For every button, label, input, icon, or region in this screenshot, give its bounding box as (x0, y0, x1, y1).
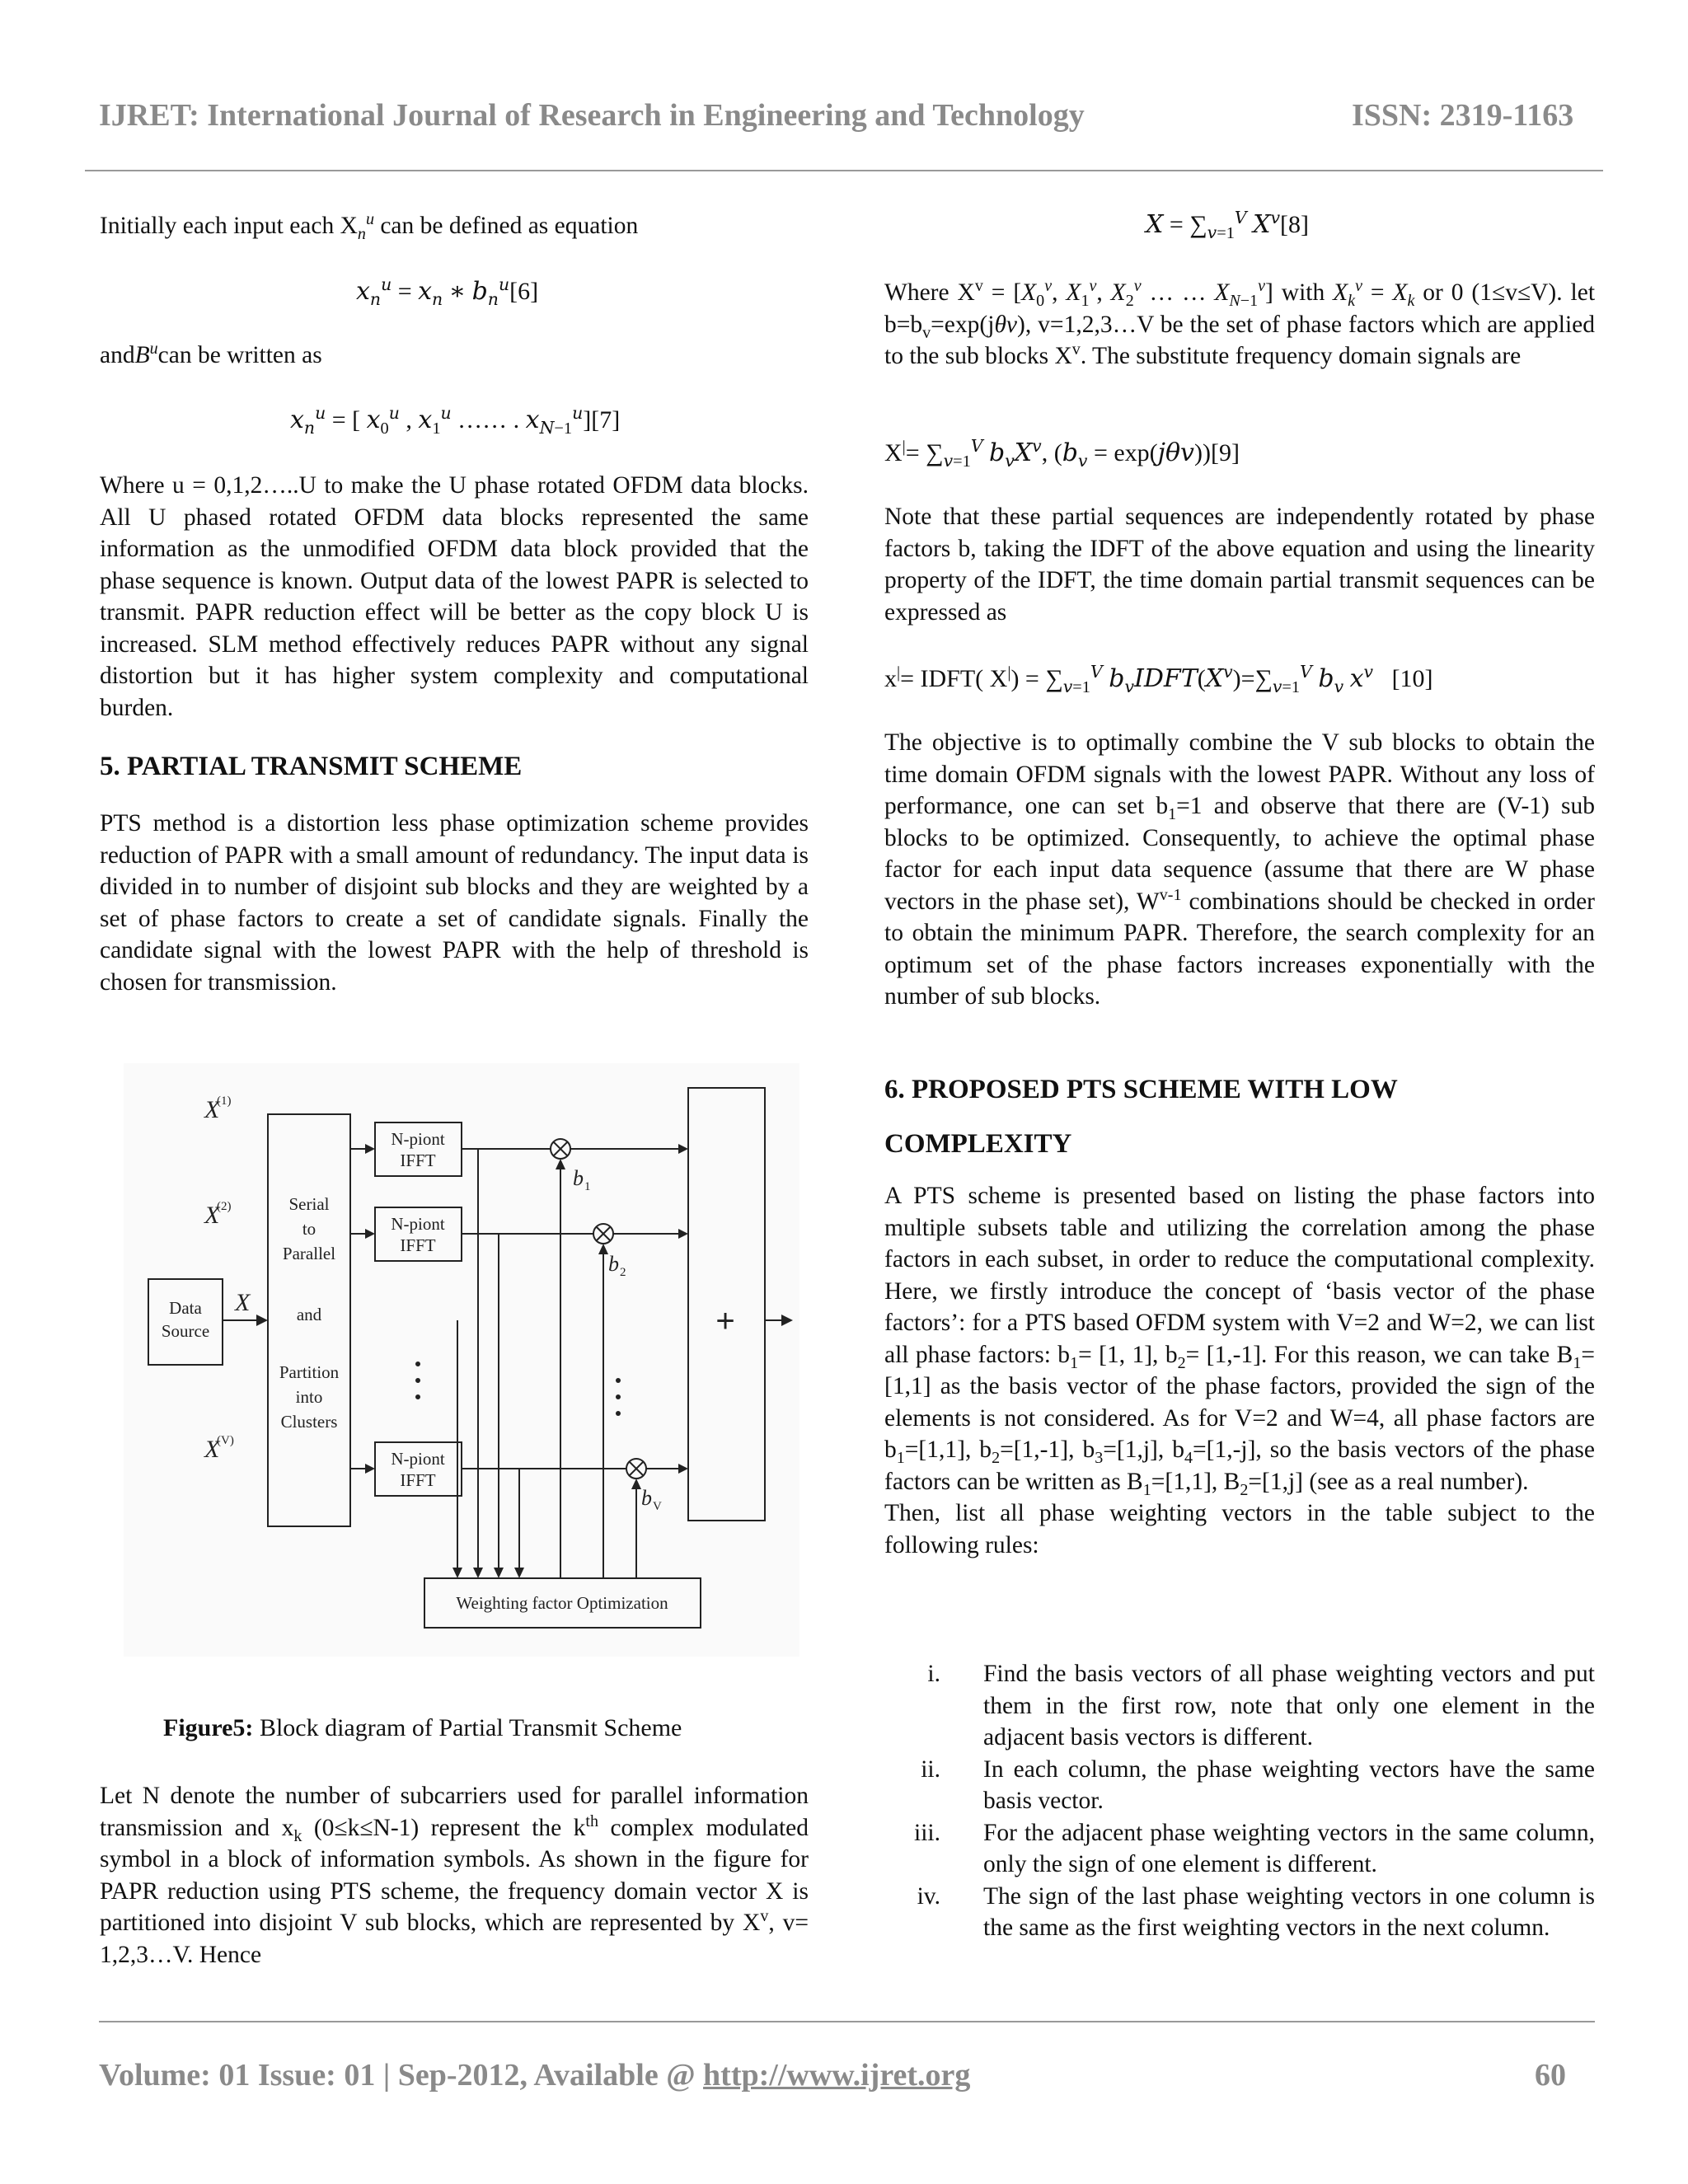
rule-item: ii. In each column, the phase weighting vectors have the same basis vector. (921, 1755, 1595, 1814)
footer-rule (99, 2021, 1595, 2022)
equation-8: $X = \sum_{v=1}^V$ $X^v[8]$ (1146, 208, 1310, 242)
serial-label-2: to (302, 1219, 316, 1239)
plus-sign: + (715, 1303, 735, 1339)
equation-10: x|= IDFT( $X^|) = \sum_{v=1}^V$ $b_vIDFT(X^v)=\sum_{v=1}^V$ $b_v$ $x^v$ [10] (884, 662, 1433, 696)
section-5-heading: 5. PARTIAL TRANSMIT SCHEME (100, 752, 523, 781)
serial-label-5: Partition (279, 1362, 340, 1382)
xv-sup: (V) (217, 1434, 234, 1447)
and-line: andB$^u$can be written as (100, 340, 322, 368)
ifft-v-label-b: IFFT (400, 1470, 436, 1490)
data-source-label-1: Data (169, 1298, 202, 1318)
ifft-2-label-b: IFFT (400, 1235, 436, 1255)
rule-item: iii. For the adjacent phase weighting vectors in the same column, only the sign of one element is different. (914, 1819, 1595, 1877)
x2-sup: (2) (217, 1200, 232, 1213)
ifft-1-label-b: IFFT (400, 1151, 436, 1170)
footer-link[interactable]: http://www.ijret.org (703, 2058, 971, 2093)
section-6-heading-line2: COMPLEXITY (884, 1129, 1072, 1159)
rule-item: iv. The sign of the last phase weighting vectors in one column is the same as the first weighting vectors in the next column. (917, 1882, 1595, 1941)
header-rule (85, 170, 1603, 171)
bv-sub: V (653, 1500, 662, 1513)
para-objective: The objective is to optimally combine the V sub blocks to obtain the time domain OFDM signals with the lowest PAPR. Without any loss of performance, one can set $b_1=1$ and observe that there are (V-1) sub blocks to be optimized. Consequently, to achieve the optimal phase factor for each input data sequence (assume that there are W phase vectors in the phase set), $W^{v-1}$ combinations should be checked in order to obtain the minimum PAPR. Therefore, the search complexity for an optimum set of the phase factors increases exponentially with the number of sub blocks. (884, 729, 1595, 1010)
x1-label: X (204, 1096, 220, 1123)
pts-block-diagram (124, 1063, 799, 1657)
para-slm: Where u = 0,1,2…..U to make the U phase rotated OFDM data blocks. All U phased rotated OFDM data blocks represented the same information as the unmodified OFDM data block provided that the phase sequence is known. Output data of the lowest PAPR is selected to transmit. PAPR reduction effect will be better as the copy block U is increased. SLM method effectively reduces PAPR without any signal distortion but it has higher system complexity and computational burden. (100, 472, 809, 721)
ifft-1-label-a: N-piont (391, 1129, 445, 1149)
ifft-2-label-a: N-piont (391, 1214, 445, 1234)
b1-sub: 1 (584, 1180, 591, 1193)
x2-label: X (204, 1202, 220, 1229)
equation-7: $x_n^u$ = [ $x_0^u$ , $x_1^u$ …… . $x_{N-1}^u][7]$ (290, 403, 621, 438)
page-number: 60 (1535, 2058, 1566, 2093)
rules-list (884, 1658, 1595, 1944)
issn: ISSN: 2319-1163 (1352, 98, 1574, 133)
b2-sub: 2 (620, 1266, 626, 1279)
data-source-label-2: Source (161, 1321, 210, 1341)
para-where-xv: Where $X^v = [X_0^v$, $X_1^v$, $X_2^v$ … … $X_{N-1}^v$] with $X_k^v = X_k$ or 0 (1≤v≤V). let $b=b_v=\exp(j\theta v)$, v=1,2,3…V be the set of phase factors which are applied to the sub blocks $X^v$. The substitute frequency domain signals are (884, 277, 1596, 369)
x1-sup: (1) (217, 1094, 232, 1108)
serial-label-4: and (296, 1305, 322, 1324)
serial-label-7: Clusters (280, 1412, 338, 1432)
para-proposed-scheme: A PTS scheme is presented based on listing the phase factors into multiple subsets table and utilizing the correlation among the phase factors in each subset, in order to reduce the computational complexity. Here, we firstly introduce the concept of ‘basis vector of the phase factors’: for a PTS based OFDM system with V=2 and W=2, we can list all phase factors: $b_1= [1$, 1], $b_2= [1,-1]$. For this reason, we can take $B_1=[1,1]$ as the basis vector of the phase factors, provided the sign of the elements is not considered. As for V=2 and W=4, all phase factors are $b_1=[1,1]$, $b_2=[1,-1]$, $b_3=[1,j]$, $b_4=[1,-j]$, so the basis vectors of the phase factors can be written as $B_1=[1,1]$, $B_2=[1,j]$ (see as a real number). Then, list all phase weighting vectors in the table subject to the following rules: (884, 1183, 1595, 1558)
para-subcarriers: Let N denote the number of subcarriers used for parallel information transmission and $x_k$ (0≤k≤N-1) represent the $k^{th}$ complex modulated symbol in a block of information symbols. As shown in the figure for PAPR reduction using PTS scheme, the frequency domain vector X is partitioned into disjoint V sub blocks, which are represented by $X^v$, v= 1,2,3…V. Hence (100, 1783, 809, 1968)
bv-label: b (641, 1486, 652, 1510)
para-partial-sequences: Note that these partial sequences are independently rotated by phase factors b, taking the IDFT of the above equation and using the linearity property of the IDFT, the time domain partial transmit sequences can be expressed as (884, 504, 1595, 626)
intro-line: Initially each input each $X_n^u$ can be defined as equation (100, 210, 639, 243)
footer-volume: Volume: 01 Issue: 01 | Sep-2012, Available @ http://www.ijret.org (99, 2058, 971, 2093)
b1-label: b (573, 1166, 584, 1190)
serial-label-1: Serial (288, 1194, 330, 1214)
ifft-v-label-a: N-piont (391, 1449, 445, 1469)
serial-label-6: into (295, 1387, 323, 1407)
b2-label: b (608, 1252, 619, 1276)
x-input-label: X (235, 1289, 251, 1316)
serial-label-3: Parallel (282, 1244, 336, 1263)
rule-item: i. Find the basis vectors of all phase weighting vectors and put them in the first row, note that only one element in the adjacent basis vectors is different. (927, 1661, 1595, 1750)
equation-6: $x_n^u = x_n$ ∗ $b_n^u[6]$ (356, 274, 539, 309)
equation-9: $X^|= \sum_{v=1}^V$ $b_vX^v$, $(b_v = \exp(j\theta v))[9]$ (884, 436, 1240, 471)
figure-caption: Figure5: Block diagram of Partial Transmit Scheme (163, 1714, 682, 1741)
journal-title: IJRET: International Journal of Research in Engineering and Technology (99, 98, 1085, 133)
para-pts: PTS method is a distortion less phase optimization scheme provides reduction of PAPR with a small amount of redundancy. The input data is divided in to number of disjoint sub blocks and they are weighted by a set of phase factors to create a set of candidate signals. Finally the candidate signal with the lowest PAPR with the help of threshold is chosen for transmission. (100, 810, 809, 996)
xv-label: X (204, 1436, 220, 1463)
weighting-label: Weighting factor Optimization (456, 1593, 668, 1613)
section-6-heading-line1: 6. PROPOSED PTS SCHEME WITH LOW (884, 1075, 1398, 1104)
